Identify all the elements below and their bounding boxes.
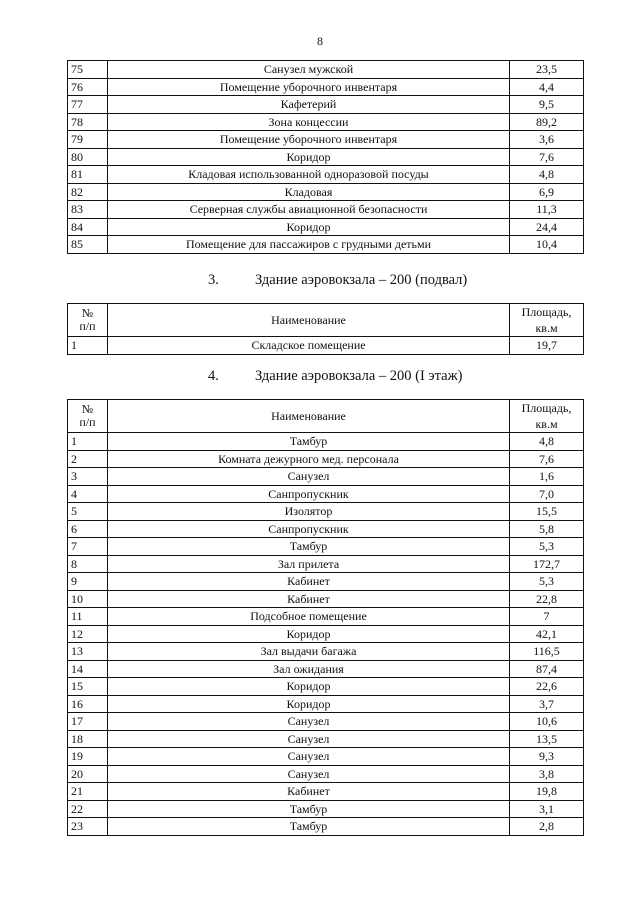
room-name: Кладовая <box>108 183 510 201</box>
room-name: Зал выдачи багажа <box>108 643 510 661</box>
room-name: Коридор <box>108 695 510 713</box>
room-area: 3,7 <box>510 695 584 713</box>
room-name: Тамбур <box>108 800 510 818</box>
header-number-line2: п/п <box>79 415 96 429</box>
table-row <box>68 748 584 766</box>
row-number: 75 <box>68 61 108 79</box>
room-name: Изолятор <box>108 503 510 521</box>
room-area: 22,8 <box>510 590 584 608</box>
table-header-row <box>68 304 584 337</box>
basement-rooms-table <box>67 303 584 355</box>
table-row <box>68 643 584 661</box>
row-number: 21 <box>68 783 108 801</box>
room-name: Помещение уборочного инвентаря <box>108 131 510 149</box>
room-area: 3,1 <box>510 800 584 818</box>
row-number: 18 <box>68 730 108 748</box>
room-area: 5,3 <box>510 538 584 556</box>
row-number: 79 <box>68 131 108 149</box>
room-name: Подсобное помещение <box>108 608 510 626</box>
room-area: 10,6 <box>510 713 584 731</box>
room-name: Санузел <box>108 765 510 783</box>
room-area: 89,2 <box>510 113 584 131</box>
page-number: 8 <box>317 34 323 48</box>
room-area: 7,0 <box>510 485 584 503</box>
table-row <box>68 538 584 556</box>
header-number <box>68 400 108 433</box>
room-name: Кафетерий <box>108 96 510 114</box>
room-area: 10,4 <box>510 236 584 254</box>
table-row <box>68 783 584 801</box>
room-name: Тамбур <box>108 433 510 451</box>
row-number: 2 <box>68 450 108 468</box>
table-row <box>68 218 584 236</box>
room-area: 19,8 <box>510 783 584 801</box>
room-area: 11,3 <box>510 201 584 219</box>
room-name: Коридор <box>108 218 510 236</box>
room-name: Санузел мужской <box>108 61 510 79</box>
header-number <box>68 304 108 337</box>
room-name: Санузел <box>108 730 510 748</box>
room-area: 87,4 <box>510 660 584 678</box>
room-name: Серверная службы авиационной безопасности <box>108 201 510 219</box>
row-number: 5 <box>68 503 108 521</box>
table-row <box>68 590 584 608</box>
room-name: Коридор <box>108 625 510 643</box>
room-area: 5,8 <box>510 520 584 538</box>
room-name: Коридор <box>108 148 510 166</box>
row-number: 15 <box>68 678 108 696</box>
room-area: 24,4 <box>510 218 584 236</box>
table-row <box>68 450 584 468</box>
header-area: Площадь, кв.м <box>510 304 584 337</box>
room-area: 23,5 <box>510 61 584 79</box>
table-row <box>68 337 584 355</box>
room-area: 42,1 <box>510 625 584 643</box>
room-name: Кладовая использованной одноразовой посуды <box>108 166 510 184</box>
room-name: Зона концессии <box>108 113 510 131</box>
first-floor-rooms-table <box>67 399 584 836</box>
table-row <box>68 166 584 184</box>
room-area: 7 <box>510 608 584 626</box>
room-name: Складское помещение <box>108 337 510 355</box>
table-header-row <box>68 400 584 433</box>
room-area: 3,8 <box>510 765 584 783</box>
row-number: 12 <box>68 625 108 643</box>
table-row <box>68 765 584 783</box>
row-number: 11 <box>68 608 108 626</box>
row-number: 6 <box>68 520 108 538</box>
room-name: Зал прилета <box>108 555 510 573</box>
row-number: 83 <box>68 201 108 219</box>
row-number: 22 <box>68 800 108 818</box>
room-area: 19,7 <box>510 337 584 355</box>
section-number: 4. <box>208 368 219 384</box>
room-area: 4,4 <box>510 78 584 96</box>
table-body <box>68 433 584 836</box>
room-area: 9,3 <box>510 748 584 766</box>
header-name: Наименование <box>108 400 510 433</box>
table-body <box>68 337 584 355</box>
row-number: 3 <box>68 468 108 486</box>
table-row <box>68 485 584 503</box>
table-row <box>68 148 584 166</box>
room-name: Санузел <box>108 468 510 486</box>
table-row <box>68 468 584 486</box>
room-area: 15,5 <box>510 503 584 521</box>
room-name: Санузел <box>108 748 510 766</box>
row-number: 14 <box>68 660 108 678</box>
table-body <box>68 61 584 254</box>
header-name: Наименование <box>108 304 510 337</box>
table-row <box>68 433 584 451</box>
table-row <box>68 800 584 818</box>
table-row <box>68 678 584 696</box>
row-number: 20 <box>68 765 108 783</box>
table-row <box>68 730 584 748</box>
room-name: Помещение уборочного инвентаря <box>108 78 510 96</box>
row-number: 8 <box>68 555 108 573</box>
table-row <box>68 555 584 573</box>
header-number-line1: № <box>81 306 94 320</box>
room-area: 7,6 <box>510 450 584 468</box>
row-number: 10 <box>68 590 108 608</box>
table-row <box>68 236 584 254</box>
row-number: 19 <box>68 748 108 766</box>
row-number: 1 <box>68 337 108 355</box>
rooms-table-continued <box>67 60 584 254</box>
room-area: 9,5 <box>510 96 584 114</box>
room-name: Кабинет <box>108 783 510 801</box>
table-row <box>68 660 584 678</box>
room-area: 22,6 <box>510 678 584 696</box>
room-area: 1,6 <box>510 468 584 486</box>
room-area: 5,3 <box>510 573 584 591</box>
room-area: 4,8 <box>510 166 584 184</box>
room-area: 2,8 <box>510 818 584 836</box>
room-area: 4,8 <box>510 433 584 451</box>
row-number: 1 <box>68 433 108 451</box>
room-name: Санпропускник <box>108 520 510 538</box>
section-title: Здание аэровокзала – 200 (подвал) <box>255 272 468 288</box>
table-row <box>68 573 584 591</box>
row-number: 82 <box>68 183 108 201</box>
row-number: 17 <box>68 713 108 731</box>
room-name: Зал ожидания <box>108 660 510 678</box>
header-number-line2: п/п <box>79 319 96 333</box>
room-area: 172,7 <box>510 555 584 573</box>
row-number: 78 <box>68 113 108 131</box>
section-title: Здание аэровокзала – 200 (I этаж) <box>255 368 463 384</box>
header-number-line1: № <box>81 402 94 416</box>
table-row <box>68 113 584 131</box>
row-number: 81 <box>68 166 108 184</box>
table-row <box>68 520 584 538</box>
table-row <box>68 131 584 149</box>
table-row <box>68 695 584 713</box>
header-area: Площадь, кв.м <box>510 400 584 433</box>
table-row <box>68 61 584 79</box>
row-number: 23 <box>68 818 108 836</box>
row-number: 4 <box>68 485 108 503</box>
row-number: 9 <box>68 573 108 591</box>
room-name: Тамбур <box>108 818 510 836</box>
table-row <box>68 818 584 836</box>
room-area: 6,9 <box>510 183 584 201</box>
room-area: 3,6 <box>510 131 584 149</box>
table-row <box>68 201 584 219</box>
table-row <box>68 713 584 731</box>
row-number: 84 <box>68 218 108 236</box>
room-name: Кабинет <box>108 573 510 591</box>
table-row <box>68 78 584 96</box>
row-number: 77 <box>68 96 108 114</box>
room-name: Кабинет <box>108 590 510 608</box>
table-row <box>68 608 584 626</box>
row-number: 85 <box>68 236 108 254</box>
table-row <box>68 96 584 114</box>
room-name: Комната дежурного мед. персонала <box>108 450 510 468</box>
room-name: Санпропускник <box>108 485 510 503</box>
table-row <box>68 503 584 521</box>
table-row <box>68 183 584 201</box>
row-number: 13 <box>68 643 108 661</box>
room-area: 13,5 <box>510 730 584 748</box>
table-row <box>68 625 584 643</box>
row-number: 80 <box>68 148 108 166</box>
room-name: Санузел <box>108 713 510 731</box>
room-area: 7,6 <box>510 148 584 166</box>
room-name: Помещение для пассажиров с грудными детьми <box>108 236 510 254</box>
row-number: 16 <box>68 695 108 713</box>
row-number: 76 <box>68 78 108 96</box>
room-name: Коридор <box>108 678 510 696</box>
row-number: 7 <box>68 538 108 556</box>
room-area: 116,5 <box>510 643 584 661</box>
room-name: Тамбур <box>108 538 510 556</box>
section-number: 3. <box>208 272 219 288</box>
